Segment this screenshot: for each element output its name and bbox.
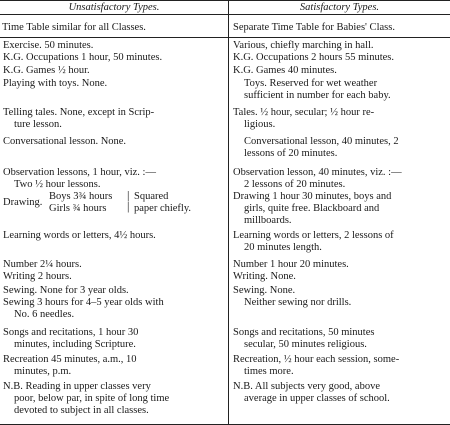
right-writing: Writing. None. xyxy=(233,271,296,282)
left-sewing-line3: No. 6 needles. xyxy=(14,309,75,320)
right-conversational-line1: Conversational lesson, 40 minutes, 2 xyxy=(244,136,399,147)
right-learning-line1: Learning words or letters, 2 lessons of xyxy=(233,230,394,241)
left-songs-line2: minutes, including Scripture. xyxy=(14,339,136,350)
right-observation-line2: 2 lessons of 20 minutes. xyxy=(244,179,346,190)
left-drawing-brace: | | xyxy=(127,188,130,213)
right-kg-games: K.G. Games 40 minutes. xyxy=(233,65,337,76)
left-recreation-line2: minutes, p.m. xyxy=(14,366,72,377)
left-observation-line1: Observation lessons, 1 hour, viz. :— xyxy=(3,167,156,178)
left-nb-line3: devoted to subject in all classes. xyxy=(14,405,149,416)
right-sewing-line1: Sewing. None. xyxy=(233,285,296,296)
right-drawing-line2: girls, quite free. Blackboard and xyxy=(244,203,380,214)
right-observation-line1: Observation lesson, 40 minutes, viz. :— xyxy=(233,167,402,178)
top-rule xyxy=(0,0,450,1)
left-learning: Learning words or letters, 4½ hours. xyxy=(3,230,156,241)
right-subheader: Separate Time Table for Babies' Class. xyxy=(233,22,395,33)
left-sewing-line2: Sewing 3 hours for 4–5 year olds with xyxy=(3,297,164,308)
right-drawing-line3: millboards. xyxy=(244,215,292,226)
left-tales-line1: Telling tales. None, except in Scrip- xyxy=(3,107,155,118)
right-toys-line2: sufficient in number for each baby. xyxy=(244,90,391,101)
left-column-header: Unsatisfactory Types. xyxy=(68,2,160,13)
left-nb-line1: N.B. Reading in upper classes very xyxy=(3,381,151,392)
left-kg-occupations: K.G. Occupations 1 hour, 50 minutes. xyxy=(3,52,163,63)
left-subheader: Time Table similar for all Classes. xyxy=(2,22,146,33)
left-drawing-boys: Boys 3¾ hours xyxy=(49,191,113,202)
left-recreation-line1: Recreation 45 minutes, a.m., 10 xyxy=(3,354,137,365)
header-rule xyxy=(0,14,450,15)
right-recreation-line2: times more. xyxy=(244,366,294,377)
left-nb-line2: poor, below par, in spite of long time xyxy=(14,393,170,404)
right-drawing-line1: Drawing 1 hour 30 minutes, boys and xyxy=(233,191,392,202)
subheader-rule xyxy=(0,37,450,38)
right-songs-line1: Songs and recitations, 50 minutes xyxy=(233,327,375,338)
right-songs-line2: secular, 50 minutes religious. xyxy=(244,339,367,350)
right-learning-line2: 20 minutes length. xyxy=(244,242,322,253)
left-songs-line1: Songs and recitations, 1 hour 30 xyxy=(3,327,139,338)
left-drawing-squared: Squared xyxy=(134,191,169,202)
right-tales-line2: ligious. xyxy=(244,119,276,130)
left-drawing-paper: paper chiefly. xyxy=(134,203,192,214)
right-various: Various, chiefly marching in hall. xyxy=(233,40,374,51)
right-toys-line1: Toys. Reserved for wet weather xyxy=(244,78,378,89)
right-column-header: Satisfactory Types. xyxy=(299,2,380,13)
left-exercise: Exercise. 50 minutes. xyxy=(3,40,94,51)
right-conversational-line2: lessons of 20 minutes. xyxy=(244,148,338,159)
left-observation-line2: Two ½ hour lessons. xyxy=(14,179,101,190)
right-nb-line2: average in upper classes of school. xyxy=(244,393,390,404)
left-toys: Playing with toys. None. xyxy=(3,78,108,89)
left-kg-games: K.G. Games ½ hour. xyxy=(3,65,90,76)
right-number: Number 1 hour 20 minutes. xyxy=(233,259,349,270)
right-tales-line1: Tales. ½ hour, secular; ½ hour re- xyxy=(233,107,375,118)
right-sewing-line2: Neither sewing nor drills. xyxy=(244,297,352,308)
right-nb-line1: N.B. All subjects very good, above xyxy=(233,381,380,392)
left-sewing-line1: Sewing. None for 3 year olds. xyxy=(3,285,129,296)
left-drawing-label: Drawing. xyxy=(3,197,43,208)
column-divider xyxy=(228,0,229,425)
left-number: Number 2¼ hours. xyxy=(3,259,82,270)
left-writing: Writing 2 hours. xyxy=(3,271,72,282)
left-drawing-girls: Girls ¾ hours xyxy=(49,203,107,214)
left-tales-line2: ture lesson. xyxy=(14,119,62,130)
right-recreation-line1: Recreation, ½ hour each session, some- xyxy=(233,354,400,365)
left-conversational: Conversational lesson. None. xyxy=(3,136,127,147)
right-kg-occupations: K.G. Occupations 2 hours 55 minutes. xyxy=(233,52,394,63)
